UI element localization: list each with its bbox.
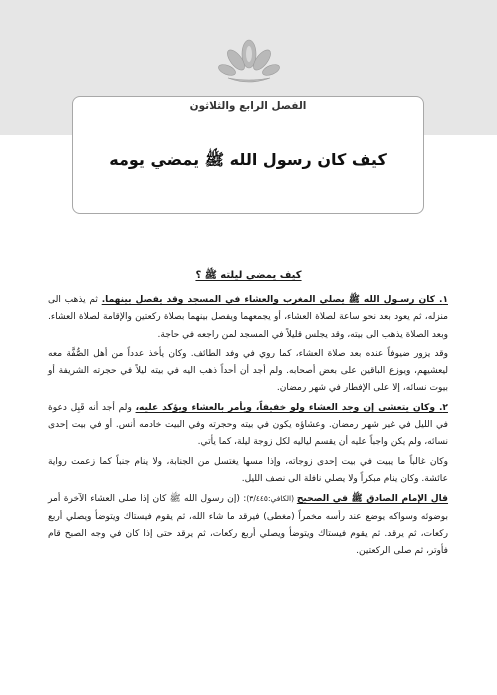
body-text bbox=[48, 292, 448, 562]
paragraph-text: وقد يزور ضيوفاً عنده بعد صلاة العشاء، كما روي في وفد الطائف. وكان يأخذ عدداً من أهل الصُّفَّة معه ليعشيهم، ويوزع الباقين على بعض أصحابه. ولم أجد أن أحداً ذهب اليه في بيته ليلاً في حجرته الشريفة أو بيوت نسائه، إلا على الإفطار في شهر رمضان. bbox=[48, 348, 448, 394]
lotus-ornament-icon bbox=[218, 38, 280, 86]
section-heading-text: كيف يمضي ليلته ﷺ ؟ bbox=[195, 270, 302, 281]
paragraph-4 bbox=[48, 454, 448, 489]
citation-reference: (الكافي:٣/٤٤٥) bbox=[246, 494, 297, 504]
paragraph-text: : (إن رسول الله ﷺ كان إذا صلى العشاء الآخرة أمر بوضوئه وسواكه يوضع عند رأسه مخمراً (مغطى) فيرقد ما شاء الله، ثم يقوم فيستاك ويتوضأ ويصلي أربع ركعات، ثم يرقد. ثم يقوم فيستاك ويتوضأ ويصلي أربع ركعات، ثم يرقد حتى إذا كان في وجه الصبح قام فأوتر، ثم صلى الركعتين. bbox=[48, 494, 448, 557]
paragraph-text: ولم أجد أنه قَبِل دعوة في الليل في غير شهر رمضان. وعشاؤه يكون في بيته وحجرته وفي البيت خادمه أنس. أو في بيت إحدى نسائه، ولم يكن واجباً عليه أن يقسم لياليه لكل زوجة ليلة، كما يأتي. bbox=[48, 402, 448, 448]
page-title: كيف كان رسول الله ﷺ يمضي يومه bbox=[109, 150, 387, 169]
paragraph-lead: ١. كان رسـول الله ﷺ يصلي المغرب والعشاء في المسجد وقد يفصل بينهما. bbox=[101, 295, 448, 305]
paragraph-text: وكان غالباً ما يبيت في بيت إحدى زوجاته، وإذا مسها يغتسل من الجنابة، ولا ينام جنباً كما زعمت رواية عائشة. وكان ينام مبكراً ولا يصلي نافلة الى نصف الليل. bbox=[48, 456, 448, 484]
paragraph-lead: قال الإمام الصادق ﷺ في الصحيح bbox=[296, 494, 449, 505]
paragraph-1 bbox=[48, 292, 448, 344]
chapter-label: الفصل الرابع والثلاثون bbox=[189, 100, 307, 112]
paragraph-2 bbox=[48, 346, 448, 398]
paragraph-3 bbox=[48, 400, 448, 452]
paragraph-5 bbox=[48, 490, 448, 560]
paragraph-text: ثم يذهب الى منزله، ثم يعود بعد نحو ساعة لصلاة العشاء، أو يجمعهما ويفصل بينهما بصلاة ركعتين والإقامة لصلاة العشاء. وبعد الصلاة يذهب الى بيته، وقد يجلس قليلاً في المسجد لمن راجعه في حاجة. bbox=[48, 295, 448, 340]
paragraph-lead: ٢. وكان يتعشى إن وجد العشاء ولو خفيفاً، ويأمر بالعشاء ويؤكد عليه، bbox=[135, 402, 448, 413]
section-heading bbox=[0, 269, 497, 283]
